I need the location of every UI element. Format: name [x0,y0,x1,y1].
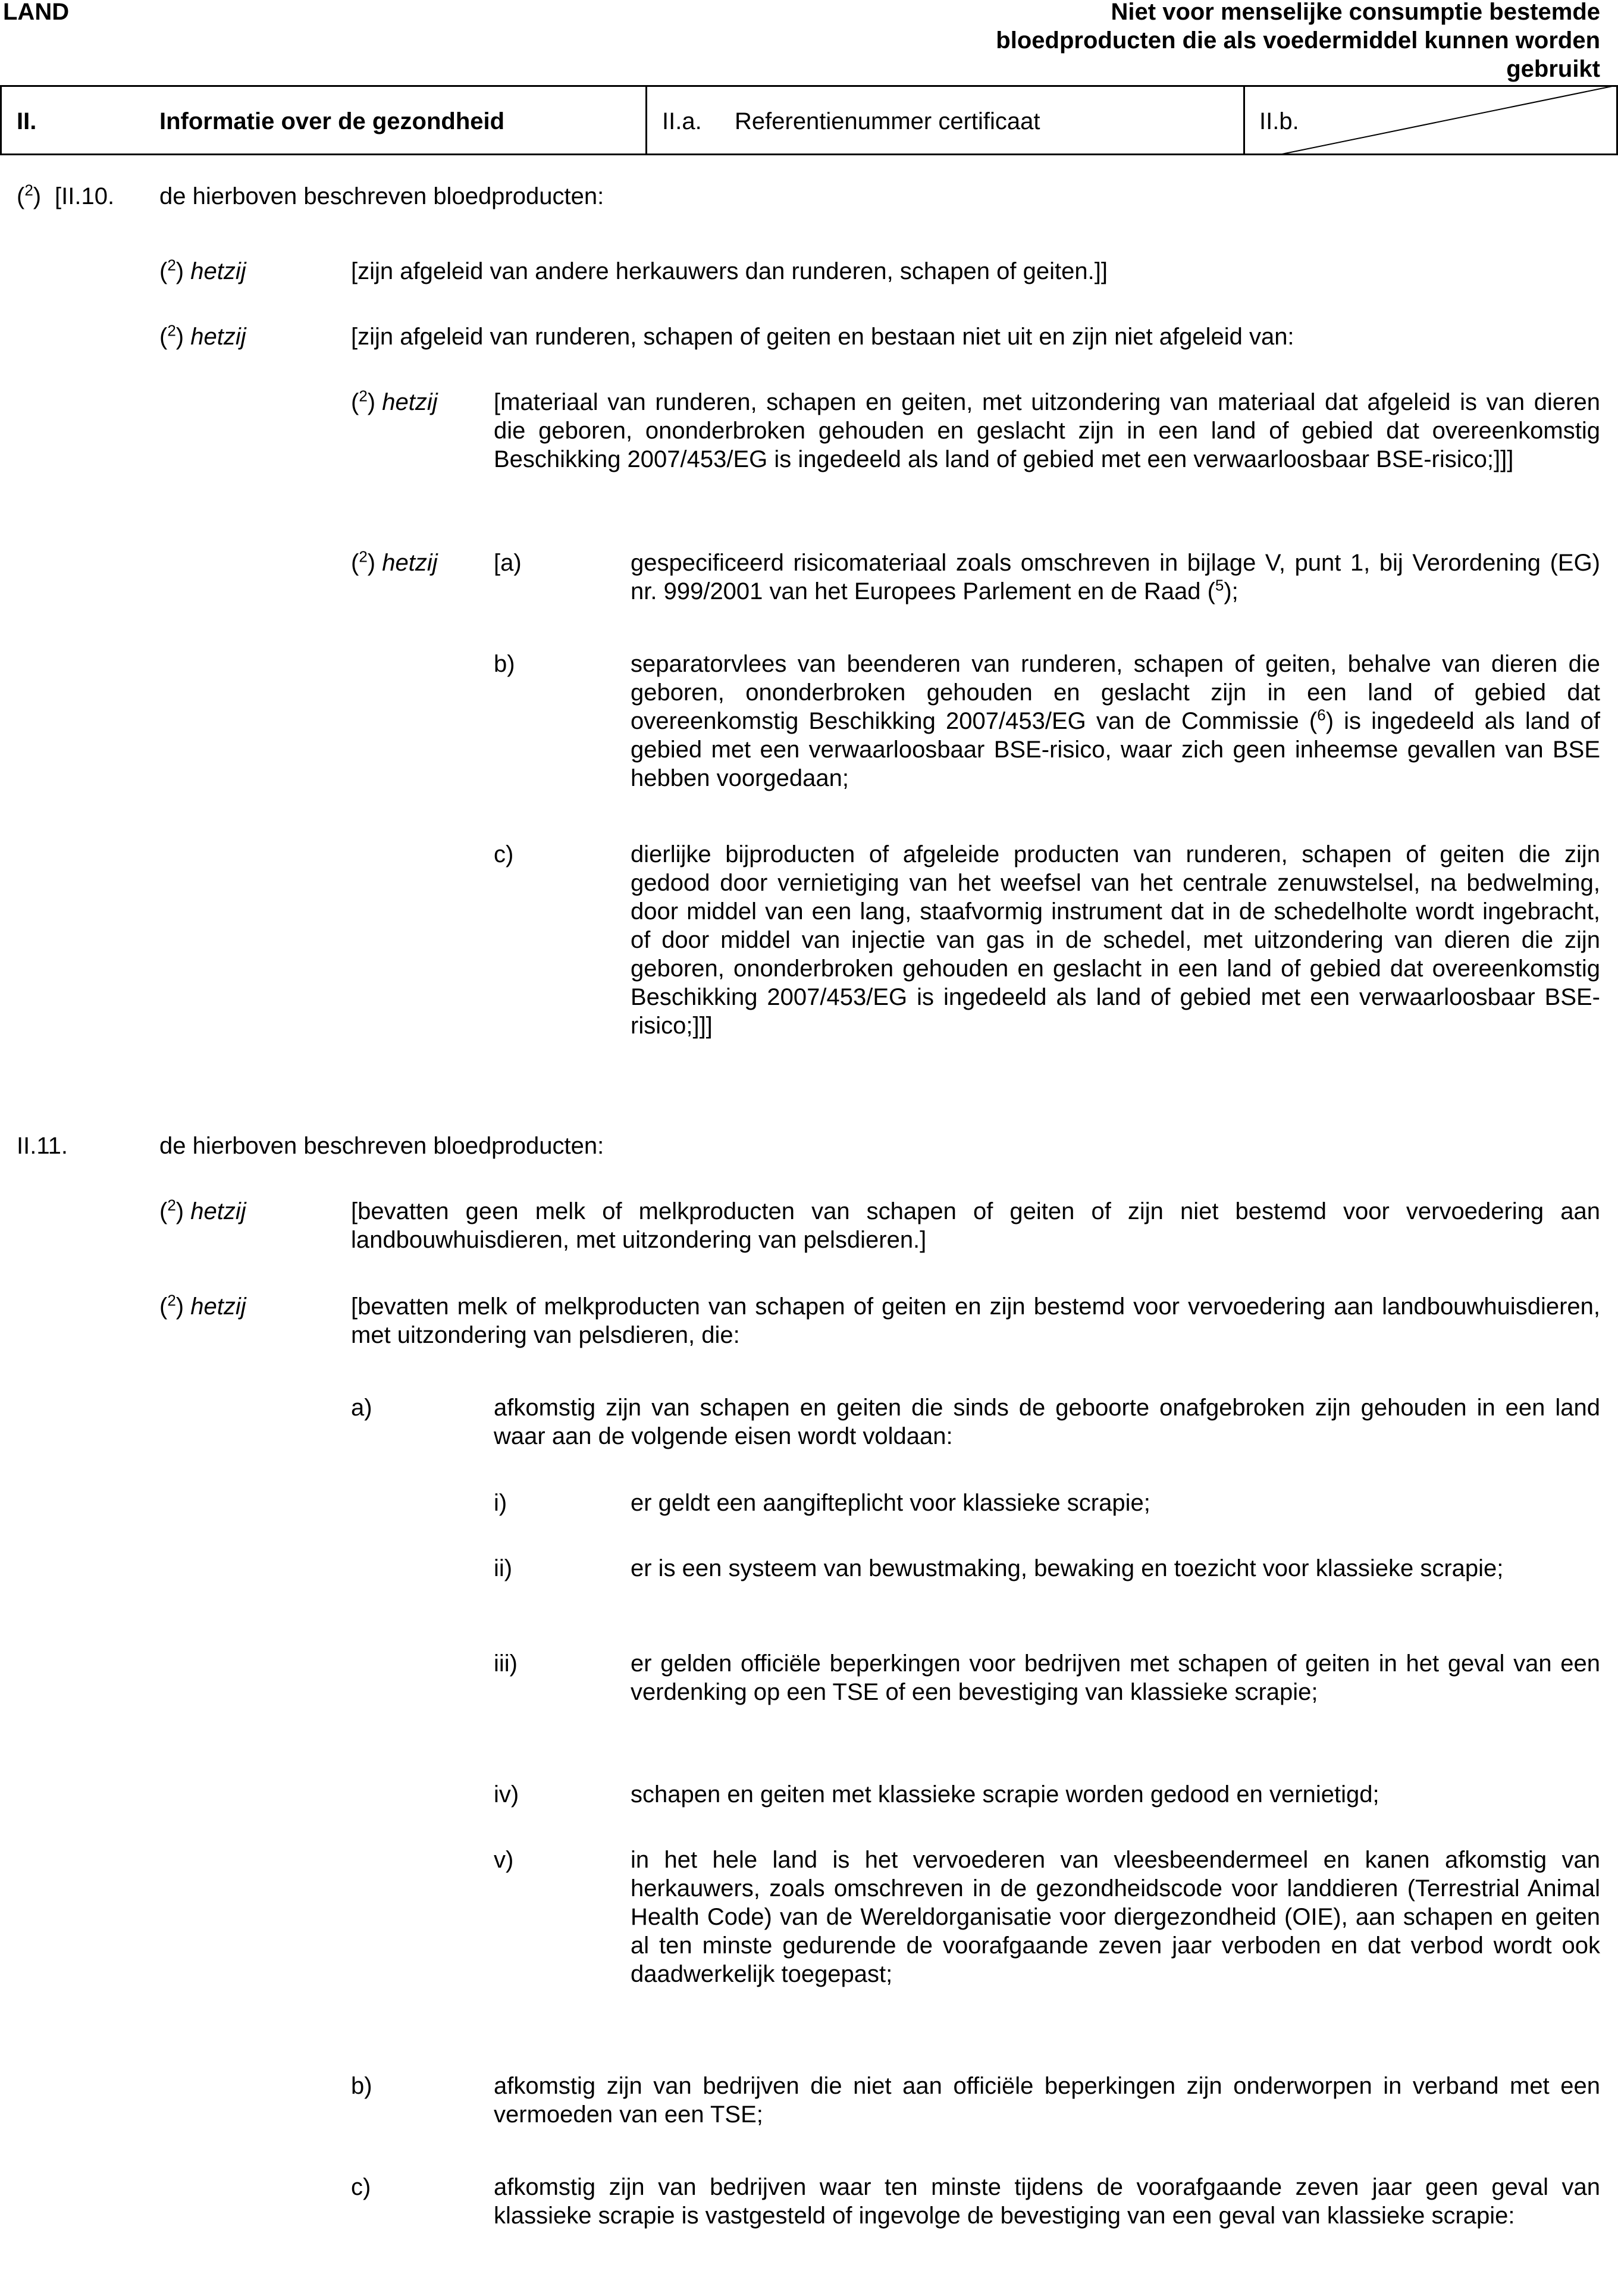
ii11-ii-label: ii) [494,1555,513,1581]
ii11-option-2-label: ($^2$) hetzij [159,1291,246,1320]
footnote-ref: ($^2$) [17,181,42,209]
ii10-sub-1-text: [materiaal van runderen, schapen en geiten, met uitzondering van materiaal dat afgeleid is van dieren die geboren, ononderbroken gehouden en geslacht zijn in een land of gebied dat overeenkomstig Beschikking 2007/453/EG is ingedeeld als land of gebied met een verwaarloosbaar BSE-risico;]]] [494,389,1600,472]
ii11-i-text: er geldt een aangifteplicht voor klassieke scrapie; [631,1490,1150,1516]
ii11-iv-label: iv) [494,1781,519,1808]
title-line-2: bloedproducten die als voedermiddel kunnen worden [996,27,1600,54]
ii10-a-text: gespecificeerd risicomateriaal zoals omschreven in bijlage V, punt 1, bij Verordening (EG) nr. 999/2001 van het Europees Parlement en de Raad ($^5$); [631,550,1600,604]
ii11-a-label: a) [351,1395,372,1421]
ii11-iv-text: schapen en geiten met klassieke scrapie worden gedood en vernietigd; [631,1781,1379,1808]
ii11-v-text: in het hele land is het vervoederen van vleesbeendermeel en kanen afkomstig van herkauwers, zoals omschreven in de gezondheidscode voor landdieren (Terrestrial Animal Health Code) van de Wereldorganisatie voor diergezondheid (OIE), aan schapen en geiten al ten minste gedurende de voorafgaande zeven jaar verboden en dat verbod wordt ook daadwerkelijk toegepast; [631,1847,1600,1987]
section-number: II. [17,108,37,134]
diagonal-line [1282,85,1618,154]
ii11-iii-label: iii) [494,1650,518,1677]
title-line-1: Niet voor menselijke consumptie bestemde [1111,0,1600,25]
ii11-b-label: b) [351,2073,372,2099]
ii10-option-1-label: ($^2$) hetzij [159,256,246,284]
ii10-label: [II.10. [55,183,115,209]
ii11-intro: de hierboven beschreven bloedproducten: [159,1133,604,1159]
ii11-b-text: afkomstig zijn van bedrijven die niet aan officiële beperkingen zijn onderworpen in verband met een vermoeden van een TSE; [494,2073,1600,2128]
ii10-option-1-text: [zijn afgeleid van andere herkauwers dan runderen, schapen of geiten.]] [351,258,1108,284]
ii10-b-text: separatorvlees van beenderen van runderen, schapen of geiten, behalve van dieren die geboren, ononderbroken gehouden en geslacht zijn in een land of gebied dat overeenkomstig Beschikking 2007/453/EG van de Commissie ($^6$) is ingedeeld als land of gebied met een verwaarloosbaar BSE-risico, waar zich geen inheemse gevallen van BSE hebben voorgedaan; [631,651,1600,791]
ii10-intro: de hierboven beschreven bloedproducten: [159,183,604,209]
ii11-ii-text: er is een systeem van bewustmaking, bewaking en toezicht voor klassieke scrapie; [631,1555,1504,1581]
ii11-a-text: afkomstig zijn van schapen en geiten die sinds de geboorte onafgebroken zijn gehouden in een land waar aan de volgende eisen wordt voldaan: [494,1395,1600,1449]
ii11-iii-text: er gelden officiële beperkingen voor bedrijven met schapen of geiten in het geval van een verdenking op een TSE of een bevestiging van klassieke scrapie; [631,1650,1600,1705]
ii11-v-label: v) [494,1847,514,1873]
certificate-title [767,0,1600,83]
table-left-border [0,85,2,155]
country-label: LAND [3,0,70,25]
ii10-option-2-label: ($^2$) hetzij [159,321,246,350]
reference-label: Referentienummer certificaat [735,108,1040,134]
ii11-label: II.11. [17,1133,68,1159]
ii10-option-2-text: [zijn afgeleid van runderen, schapen of geiten en bestaan niet uit en zijn niet afgeleid van: [351,324,1294,350]
ii11-c-label: c) [351,2174,371,2200]
ii11-c-text: afkomstig zijn van bedrijven waar ten minste tijdens de voorafgaande zeven jaar geen geval van klassieke scrapie is vastgesteld of ingevolge de bevestiging van een geval van klassieke scrapie: [494,2174,1600,2229]
title-line-3: gebruikt [1506,56,1600,82]
table-divider-1 [645,85,647,155]
ii10-sub-2-label: ($^2$) hetzij [351,547,438,576]
section-title: Informatie over de gezondheid [159,108,505,134]
reference-code: II.a. [662,108,702,134]
ii10-c-label: c) [494,841,514,867]
ii10-a-label: [a) [494,550,522,576]
ii11-i-label: i) [494,1490,507,1516]
reference-b-code: II.b. [1259,108,1299,134]
table-divider-2 [1243,85,1245,155]
ii11-option-1-text: [bevatten geen melk of melkproducten van schapen of geiten of zijn niet bestemd voor vervoedering aan landbouwhuisdieren, met uitzondering van pelsdieren.] [351,1198,1600,1253]
ii10-b-label: b) [494,651,515,677]
ii11-option-1-label: ($^2$) hetzij [159,1196,246,1224]
ii10-sub-1-label: ($^2$) hetzij [351,387,438,415]
ii11-option-2-text: [bevatten melk of melkproducten van schapen of geiten en zijn bestemd voor vervoedering aan landbouwhuisdieren, met uitzondering van pelsdieren, die: [351,1293,1600,1348]
ii10-c-text: dierlijke bijproducten of afgeleide producten van runderen, schapen of geiten die zijn gedood door vernietiging van het weefsel van het centrale zenuwstelsel, na bedwelming, door middel van een lang, staafvormig instrument dat in de schedelholte wordt ingebracht, of door middel van injectie van gas in de schedel, met uitzondering van dieren die zijn geboren, ononderbroken gehouden en geslacht in een land of gebied dat overeenkomstig Beschikking 2007/453/EG is ingedeeld als land of gebied met een verwaarloosbaar BSE-risico;]]] [631,841,1600,1039]
